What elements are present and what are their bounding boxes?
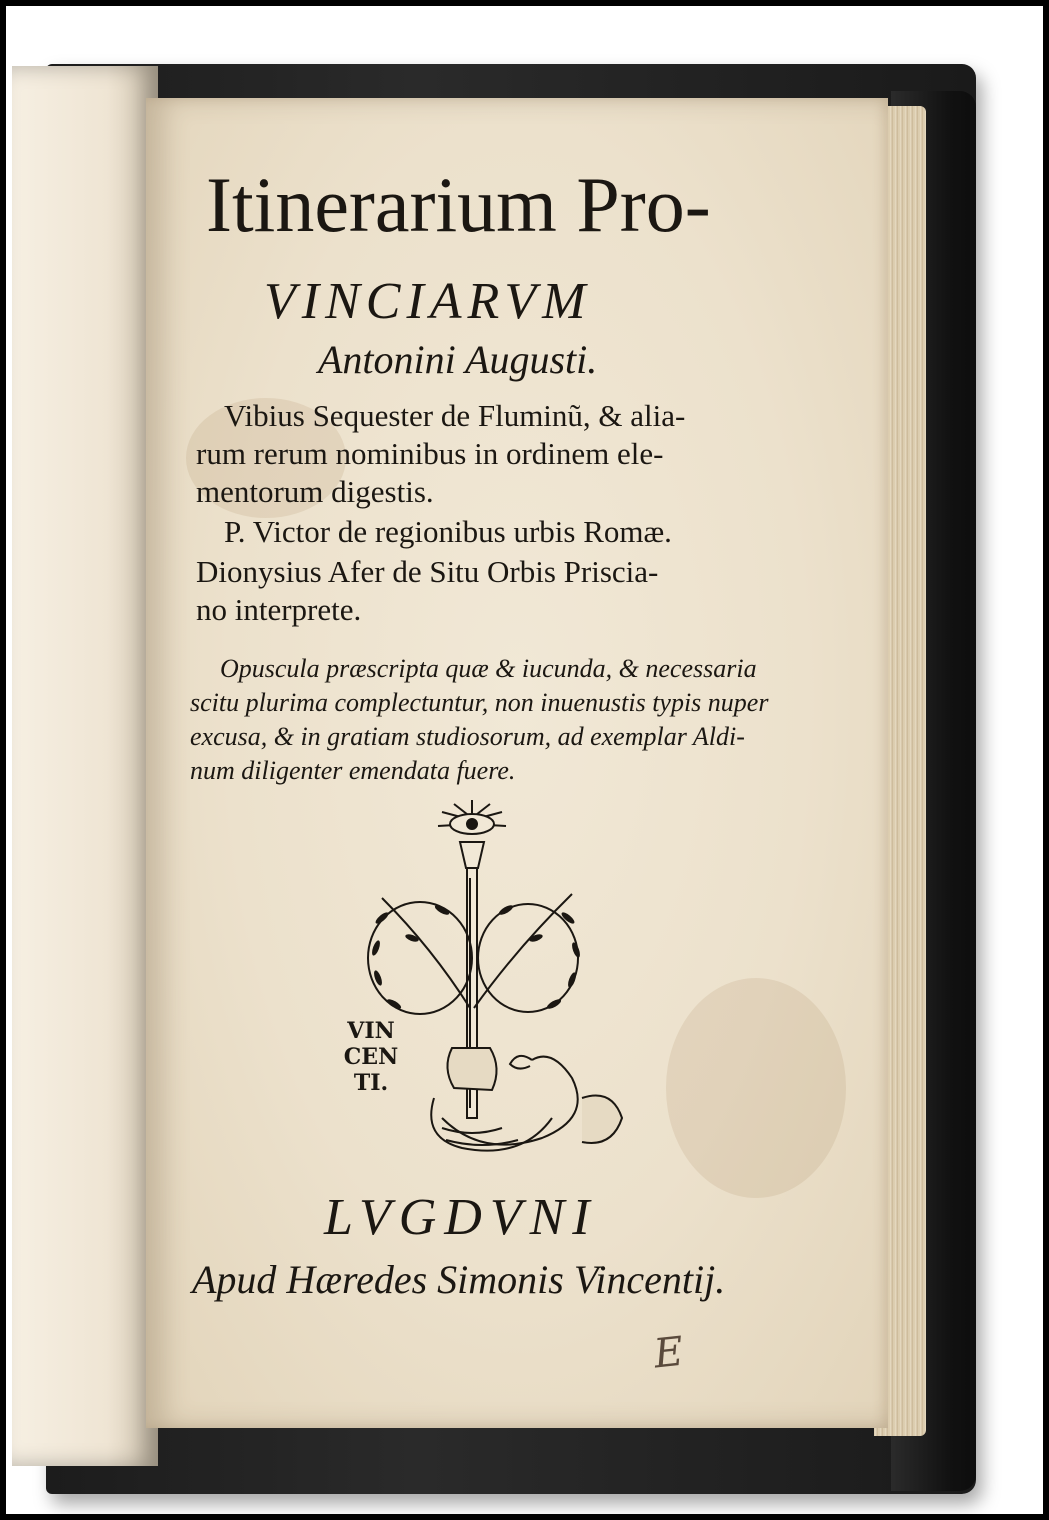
title-line-3: Antonini Augusti.: [318, 337, 598, 382]
description-line: num diligenter emendata fuere.: [190, 756, 516, 785]
printer-device-woodcut: [342, 798, 642, 1178]
imprint-city: LVGDVNI: [324, 1189, 598, 1246]
mark-letter-line: CEN: [343, 1044, 399, 1070]
body-line: Dionysius Afer de Situ Orbis Prisciа-: [196, 554, 659, 589]
serpent-hand-icon: [431, 1048, 622, 1151]
description-line: scitu plurima complectuntur, non inuenustis typis nuper: [190, 688, 769, 717]
printer-mark-letters: [334, 1018, 408, 1096]
title-page: [146, 98, 888, 1428]
pencil-annotation: E: [651, 1328, 686, 1378]
title-line-1: Itinerarium Pro-: [206, 161, 711, 248]
description-line: excusa, & in gratiam studiosorum, ad exemplar Aldi-: [190, 722, 745, 751]
description-line: Opuscula præscripta quæ & iucunda, & necessaria: [220, 654, 757, 683]
mark-letter-line: TI.: [353, 1070, 389, 1096]
body-line: Vibius Sequester de Fluminũ, & alia-: [224, 398, 686, 433]
title-line-2: VINCIARVM: [264, 273, 592, 330]
left-page: [12, 66, 158, 1466]
body-line: mentorum digestis.: [196, 474, 434, 509]
photo-frame: [6, 6, 1043, 1514]
body-line: P. Victor de regionibus urbis Romæ.: [224, 514, 672, 549]
body-line: no interprete.: [196, 592, 362, 627]
eye-sunburst-icon: [438, 800, 506, 834]
body-line: rum rerum nominibus in ordinem ele-: [196, 436, 664, 471]
imprint-publisher: Apud Hæredes Simonis Vincentij.: [192, 1257, 726, 1302]
paper-stain: [666, 978, 846, 1198]
mark-letter-line: VIN: [347, 1018, 395, 1044]
